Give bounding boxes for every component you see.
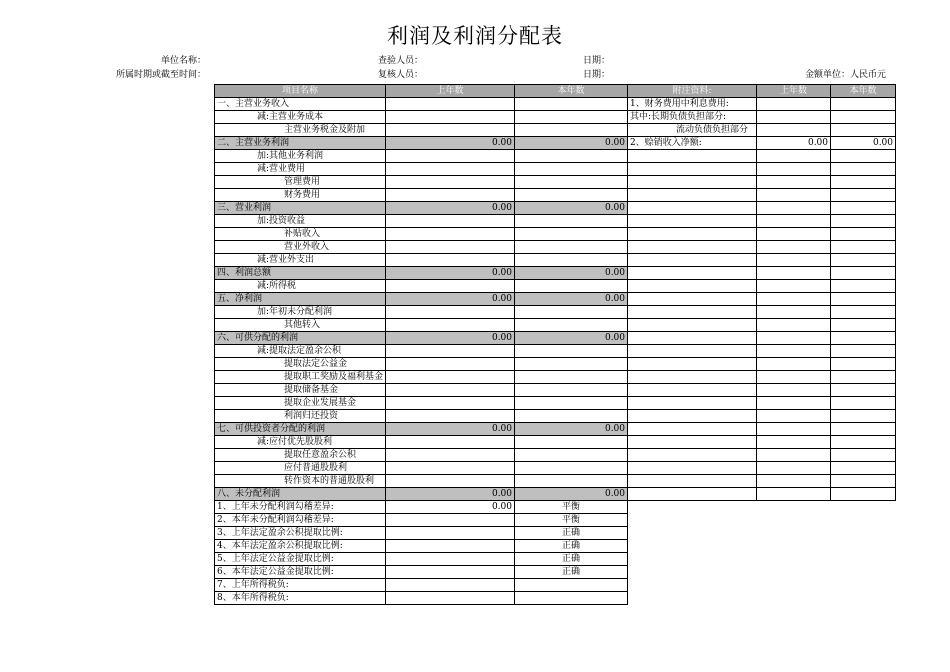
this-year-value[interactable] <box>515 436 628 449</box>
notes-label: 流动负债负担部分 <box>628 124 757 137</box>
notes-this-year-value[interactable] <box>831 267 896 280</box>
row-label: 7、上年所得税负: <box>215 579 386 592</box>
this-year-value[interactable] <box>515 410 628 423</box>
this-year-value[interactable] <box>515 280 628 293</box>
table-row <box>215 358 896 371</box>
notes-last-year-value[interactable] <box>757 98 831 111</box>
this-year-value[interactable] <box>515 215 628 228</box>
notes-this-year-value[interactable] <box>831 306 896 319</box>
table-row <box>215 436 896 449</box>
table-row <box>215 566 896 579</box>
table-row <box>215 137 896 150</box>
last-year-value[interactable] <box>386 527 515 540</box>
row-label: 减:所得税 <box>215 280 386 293</box>
notes-this-year-value[interactable] <box>831 397 896 410</box>
this-year-value[interactable] <box>515 358 628 371</box>
notes-cell <box>628 462 757 475</box>
row-label: 提取企业发展基金 <box>215 397 386 410</box>
notes-last-year-value[interactable] <box>757 228 831 241</box>
last-year-value[interactable] <box>386 319 515 332</box>
this-year-value[interactable] <box>515 345 628 358</box>
last-year-value[interactable] <box>386 176 515 189</box>
last-year-value[interactable] <box>386 241 515 254</box>
table-row <box>215 410 896 423</box>
notes-last-year-value[interactable] <box>757 384 831 397</box>
notes-this-year-value[interactable] <box>831 358 896 371</box>
this-year-value[interactable]: 0.00 <box>515 137 628 150</box>
table-row <box>215 319 896 332</box>
this-year-value[interactable] <box>515 306 628 319</box>
table-row <box>215 475 896 488</box>
row-label: 财务费用 <box>215 189 386 202</box>
notes-cell <box>628 163 757 176</box>
currency-unit-label: 金额单位：人民币元 <box>804 70 886 80</box>
notes-last-year-value[interactable] <box>757 202 831 215</box>
notes-cell <box>628 241 757 254</box>
empty-area <box>628 514 896 527</box>
last-year-value[interactable] <box>386 254 515 267</box>
notes-this-year-value[interactable] <box>831 189 896 202</box>
row-label: 二、主营业务利润 <box>215 137 386 150</box>
notes-last-year-value[interactable]: 0.00 <box>757 137 831 150</box>
notes-cell <box>628 280 757 293</box>
last-year-value[interactable] <box>386 384 515 397</box>
notes-last-year-value[interactable] <box>757 293 831 306</box>
row-label: 减:营业外支出 <box>215 254 386 267</box>
row-label: 减:提取法定盈余公积 <box>215 345 386 358</box>
notes-last-year-value[interactable] <box>757 241 831 254</box>
this-year-value[interactable] <box>515 98 628 111</box>
this-year-value[interactable]: 正确 <box>515 553 628 566</box>
table-row <box>215 215 896 228</box>
reviewer-label: 复核人员： <box>378 70 424 80</box>
notes-header-this-year: 本年数 <box>831 85 896 98</box>
table-row <box>215 293 896 306</box>
notes-header-last-year: 上年数 <box>757 85 831 98</box>
row-label: 营业外收入 <box>215 241 386 254</box>
notes-last-year-value[interactable] <box>757 475 831 488</box>
row-label: 加:年初未分配利润 <box>215 306 386 319</box>
this-year-value[interactable] <box>515 150 628 163</box>
notes-cell <box>628 384 757 397</box>
this-year-value[interactable]: 0.00 <box>515 488 628 501</box>
last-year-value[interactable]: 0.00 <box>386 423 515 436</box>
table-row <box>215 163 896 176</box>
notes-this-year-value[interactable] <box>831 124 896 137</box>
notes-this-year-value[interactable] <box>831 332 896 345</box>
notes-cell <box>628 358 757 371</box>
row-label: 提取任意盈余公积 <box>215 449 386 462</box>
row-label: 提取储备基金 <box>215 384 386 397</box>
row-label: 八、未分配利润 <box>215 488 386 501</box>
this-year-value[interactable] <box>515 319 628 332</box>
row-label: 其他转入 <box>215 319 386 332</box>
last-year-value[interactable]: 0.00 <box>386 488 515 501</box>
notes-this-year-value[interactable] <box>831 241 896 254</box>
notes-last-year-value[interactable] <box>757 163 831 176</box>
notes-this-year-value[interactable] <box>831 150 896 163</box>
row-label: 利润归还投资 <box>215 410 386 423</box>
this-year-value[interactable]: 正确 <box>515 527 628 540</box>
notes-cell <box>628 423 757 436</box>
table-row <box>215 384 896 397</box>
table-row <box>215 306 896 319</box>
this-year-value[interactable] <box>515 241 628 254</box>
empty-area <box>628 501 896 514</box>
row-label: 转作资本的普通股股利 <box>215 475 386 488</box>
this-year-value[interactable] <box>515 579 628 592</box>
this-year-value[interactable] <box>515 176 628 189</box>
last-year-value[interactable]: 0.00 <box>386 137 515 150</box>
row-label: 8、本年所得税负: <box>215 592 386 605</box>
table-row <box>215 371 896 384</box>
notes-last-year-value[interactable] <box>757 306 831 319</box>
notes-last-year-value[interactable] <box>757 462 831 475</box>
table-row <box>215 98 896 111</box>
notes-last-year-value[interactable] <box>757 267 831 280</box>
notes-cell <box>628 332 757 345</box>
row-label: 加:投资收益 <box>215 215 386 228</box>
table-row <box>215 488 896 501</box>
last-year-value[interactable] <box>386 553 515 566</box>
last-year-value[interactable] <box>386 98 515 111</box>
notes-this-year-value[interactable] <box>831 176 896 189</box>
row-label: 6、本年法定公益金提取比例: <box>215 566 386 579</box>
row-label: 七、可供投资者分配的利润 <box>215 423 386 436</box>
row-label: 加:其他业务利润 <box>215 150 386 163</box>
table-row <box>215 345 896 358</box>
notes-header: 附注资料: <box>628 85 757 98</box>
notes-last-year-value[interactable] <box>757 397 831 410</box>
table-row <box>215 332 896 345</box>
this-year-value[interactable] <box>515 163 628 176</box>
notes-last-year-value[interactable] <box>757 436 831 449</box>
this-year-value[interactable] <box>515 228 628 241</box>
this-year-value[interactable]: 0.00 <box>515 293 628 306</box>
notes-cell <box>628 254 757 267</box>
row-label: 减:应付优先股股利 <box>215 436 386 449</box>
this-year-value[interactable] <box>515 592 628 605</box>
table-row <box>215 462 896 475</box>
last-year-value[interactable] <box>386 397 515 410</box>
notes-label: 其中:长期负债负担部分: <box>628 111 757 124</box>
row-label: 提取法定公益金 <box>215 358 386 371</box>
last-year-value[interactable] <box>386 163 515 176</box>
notes-last-year-value[interactable] <box>757 332 831 345</box>
row-label: 5、上年法定公益金提取比例: <box>215 553 386 566</box>
col-header-last-year: 上年数 <box>386 85 515 98</box>
unit-name-label: 单位名称： <box>160 56 206 66</box>
notes-this-year-value[interactable] <box>831 384 896 397</box>
notes-this-year-value[interactable] <box>831 215 896 228</box>
table-header-row <box>215 85 896 98</box>
notes-this-year-value[interactable] <box>831 319 896 332</box>
table-row <box>215 280 896 293</box>
this-year-value[interactable]: 正确 <box>515 540 628 553</box>
notes-this-year-value[interactable]: 0.00 <box>831 137 896 150</box>
table-row <box>215 228 896 241</box>
last-year-value[interactable] <box>386 124 515 137</box>
table-row <box>215 189 896 202</box>
notes-last-year-value[interactable] <box>757 410 831 423</box>
notes-this-year-value[interactable] <box>831 436 896 449</box>
notes-last-year-value[interactable] <box>757 176 831 189</box>
row-label: 2、本年未分配利润勾稽差异: <box>215 514 386 527</box>
table-row <box>215 254 896 267</box>
last-year-value[interactable] <box>386 189 515 202</box>
notes-this-year-value[interactable] <box>831 475 896 488</box>
row-label: 应付普通股股利 <box>215 462 386 475</box>
last-year-value[interactable] <box>386 462 515 475</box>
last-year-value[interactable] <box>386 540 515 553</box>
empty-area <box>628 579 896 592</box>
this-year-value[interactable] <box>515 124 628 137</box>
row-label: 一、主营业务收入 <box>215 98 386 111</box>
last-year-value[interactable] <box>386 579 515 592</box>
row-label: 3、上年法定盈余公积提取比例: <box>215 527 386 540</box>
notes-last-year-value[interactable] <box>757 345 831 358</box>
notes-cell <box>628 319 757 332</box>
last-year-value[interactable] <box>386 449 515 462</box>
notes-cell <box>628 410 757 423</box>
notes-cell <box>628 189 757 202</box>
table-row <box>215 514 896 527</box>
table-row <box>215 527 896 540</box>
row-label: 减:营业费用 <box>215 163 386 176</box>
this-year-value[interactable]: 正确 <box>515 566 628 579</box>
notes-last-year-value[interactable] <box>757 358 831 371</box>
last-year-value[interactable]: 0.00 <box>386 202 515 215</box>
this-year-value[interactable] <box>515 371 628 384</box>
date-label-reviewer: 日期： <box>582 70 610 80</box>
notes-this-year-value[interactable] <box>831 371 896 384</box>
empty-area <box>628 566 896 579</box>
this-year-value[interactable] <box>515 449 628 462</box>
notes-last-year-value[interactable] <box>757 449 831 462</box>
last-year-value[interactable]: 0.00 <box>386 332 515 345</box>
notes-last-year-value[interactable] <box>757 488 831 501</box>
last-year-value[interactable] <box>386 592 515 605</box>
notes-this-year-value[interactable] <box>831 488 896 501</box>
this-year-value[interactable] <box>515 254 628 267</box>
table-row <box>215 176 896 189</box>
this-year-value[interactable] <box>515 189 628 202</box>
table-row <box>215 397 896 410</box>
table-row <box>215 501 896 514</box>
notes-last-year-value[interactable] <box>757 111 831 124</box>
notes-last-year-value[interactable] <box>757 319 831 332</box>
notes-last-year-value[interactable] <box>757 124 831 137</box>
last-year-value[interactable]: 0.00 <box>386 293 515 306</box>
last-year-value[interactable] <box>386 345 515 358</box>
notes-last-year-value[interactable] <box>757 215 831 228</box>
this-year-value[interactable] <box>515 384 628 397</box>
last-year-value[interactable] <box>386 111 515 124</box>
notes-this-year-value[interactable] <box>831 202 896 215</box>
last-year-value[interactable]: 0.00 <box>386 501 515 514</box>
table-row <box>215 202 896 215</box>
notes-this-year-value[interactable] <box>831 423 896 436</box>
last-year-value[interactable] <box>386 150 515 163</box>
table-row <box>215 150 896 163</box>
this-year-value[interactable]: 平衡 <box>515 501 628 514</box>
table-row <box>215 267 896 280</box>
last-year-value[interactable] <box>386 228 515 241</box>
this-year-value[interactable] <box>515 462 628 475</box>
notes-cell <box>628 475 757 488</box>
notes-this-year-value[interactable] <box>831 163 896 176</box>
notes-this-year-value[interactable] <box>831 280 896 293</box>
empty-area <box>628 592 896 605</box>
table-row <box>215 592 896 605</box>
row-label: 主营业务税金及附加 <box>215 124 386 137</box>
empty-area <box>628 527 896 540</box>
row-label: 四、利润总额 <box>215 267 386 280</box>
notes-last-year-value[interactable] <box>757 254 831 267</box>
last-year-value[interactable] <box>386 475 515 488</box>
notes-last-year-value[interactable] <box>757 150 831 163</box>
this-year-value[interactable]: 0.00 <box>515 202 628 215</box>
row-label: 提取职工奖励及福利基金 <box>215 371 386 384</box>
checker-label: 查验人员： <box>378 56 424 66</box>
row-label: 三、营业利润 <box>215 202 386 215</box>
notes-cell <box>628 397 757 410</box>
this-year-value[interactable]: 0.00 <box>515 332 628 345</box>
table-row <box>215 423 896 436</box>
table-row <box>215 124 896 137</box>
notes-this-year-value[interactable] <box>831 410 896 423</box>
notes-this-year-value[interactable] <box>831 254 896 267</box>
notes-this-year-value[interactable] <box>831 345 896 358</box>
notes-this-year-value[interactable] <box>831 293 896 306</box>
table-row <box>215 449 896 462</box>
notes-this-year-value[interactable] <box>831 449 896 462</box>
notes-cell <box>628 293 757 306</box>
last-year-value[interactable] <box>386 280 515 293</box>
last-year-value[interactable] <box>386 306 515 319</box>
row-label: 六、可供分配的利润 <box>215 332 386 345</box>
notes-cell <box>628 306 757 319</box>
notes-label: 1、财务费用中利息费用: <box>628 98 757 111</box>
last-year-value[interactable] <box>386 371 515 384</box>
last-year-value[interactable] <box>386 215 515 228</box>
this-year-value[interactable]: 平衡 <box>515 514 628 527</box>
col-header-item: 项目名称 <box>215 85 386 98</box>
empty-area <box>628 540 896 553</box>
notes-this-year-value[interactable] <box>831 228 896 241</box>
this-year-value[interactable]: 0.00 <box>515 267 628 280</box>
date-label-checker: 日期： <box>582 56 610 66</box>
notes-this-year-value[interactable] <box>831 98 896 111</box>
row-label: 4、本年法定盈余公积提取比例: <box>215 540 386 553</box>
period-label: 所属时期或截至时间： <box>115 70 206 80</box>
col-header-this-year: 本年数 <box>515 85 628 98</box>
notes-last-year-value[interactable] <box>757 189 831 202</box>
this-year-value[interactable] <box>515 397 628 410</box>
notes-cell <box>628 449 757 462</box>
notes-this-year-value[interactable] <box>831 462 896 475</box>
table-row <box>215 540 896 553</box>
table-row <box>215 553 896 566</box>
table-row <box>215 111 896 124</box>
notes-last-year-value[interactable] <box>757 371 831 384</box>
notes-cell <box>628 488 757 501</box>
page-title: 利润及利润分配表 <box>387 24 563 48</box>
notes-cell <box>628 436 757 449</box>
notes-this-year-value[interactable] <box>831 111 896 124</box>
notes-cell <box>628 150 757 163</box>
table-row <box>215 241 896 254</box>
row-label: 1、上年未分配利润勾稽差异: <box>215 501 386 514</box>
this-year-value[interactable] <box>515 111 628 124</box>
notes-cell <box>628 371 757 384</box>
last-year-value[interactable]: 0.00 <box>386 267 515 280</box>
last-year-value[interactable] <box>386 436 515 449</box>
this-year-value[interactable]: 0.00 <box>515 423 628 436</box>
notes-label: 2、赊销收入净额: <box>628 137 757 150</box>
last-year-value[interactable] <box>386 514 515 527</box>
row-label: 管理费用 <box>215 176 386 189</box>
row-label: 减:主营业务成本 <box>215 111 386 124</box>
notes-cell <box>628 176 757 189</box>
notes-last-year-value[interactable] <box>757 423 831 436</box>
empty-area <box>628 553 896 566</box>
notes-cell <box>628 202 757 215</box>
notes-last-year-value[interactable] <box>757 280 831 293</box>
notes-cell <box>628 228 757 241</box>
row-label: 补贴收入 <box>215 228 386 241</box>
last-year-value[interactable] <box>386 358 515 371</box>
row-label: 五、净利润 <box>215 293 386 306</box>
last-year-value[interactable] <box>386 566 515 579</box>
table-row <box>215 579 896 592</box>
income-statement-table <box>214 84 896 605</box>
notes-cell <box>628 215 757 228</box>
this-year-value[interactable] <box>515 475 628 488</box>
last-year-value[interactable] <box>386 410 515 423</box>
notes-cell <box>628 267 757 280</box>
notes-cell <box>628 345 757 358</box>
